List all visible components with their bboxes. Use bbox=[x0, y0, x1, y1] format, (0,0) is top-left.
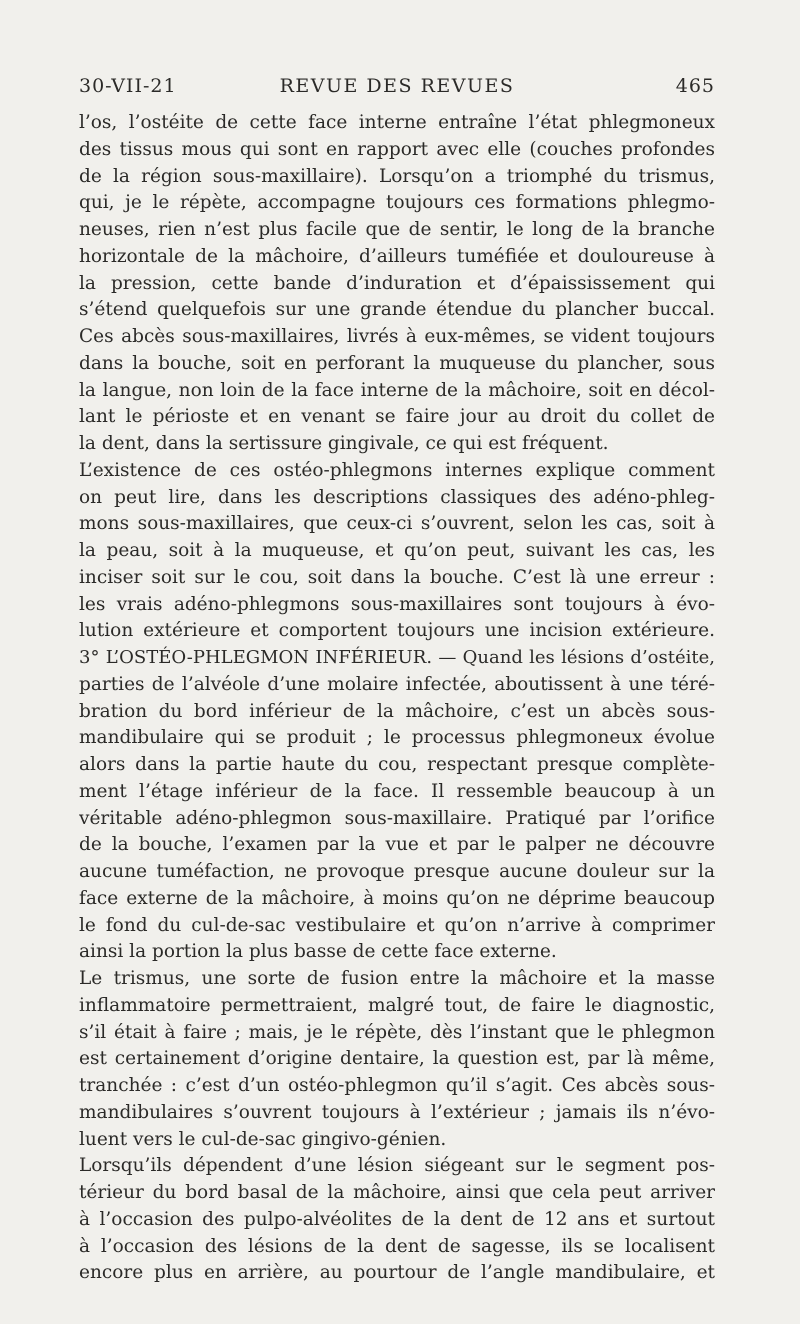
text-line: Ces abcès sous-maxillaires, livrés à eux-mêmes, se vident toujours bbox=[79, 326, 715, 347]
text-line: qui, je le répète, accompagne toujours ces formations phlegmo- bbox=[79, 192, 715, 214]
text-line: mandibulaires s’ouvrent toujours à l’extérieur ; jamais ils n’évo- bbox=[79, 1101, 715, 1123]
text-line: on peut lire, dans les descriptions classiques des adéno-phleg- bbox=[79, 486, 715, 508]
running-head bbox=[79, 75, 715, 105]
text-line: luent vers le cul-de-sac gingivo-génien. bbox=[79, 1128, 447, 1150]
text-line: de la région sous-maxillaire). Lorsqu’on a triomphé du trismus, bbox=[79, 165, 715, 187]
text-line: alors dans la partie haute du cou, respectant presque complète- bbox=[79, 754, 715, 775]
text-line: la pression, cette bande d’induration et d’épaississement qui bbox=[79, 272, 715, 294]
text-line: face externe de la mâchoire, à moins qu’on ne déprime beaucoup bbox=[79, 887, 715, 909]
text-line: lution extérieure et comportent toujours une incision extérieure. bbox=[79, 620, 715, 642]
text-line: inflammatoire permettraient, malgré tout, de faire le diagnostic, bbox=[79, 994, 715, 1016]
text-line: la dent, dans la sertissure gingivale, ce qui est fréquent. bbox=[79, 433, 609, 454]
text-line: s’étend quelquefois sur une grande étendue du plancher buccal. bbox=[79, 299, 715, 321]
text-line: mons sous-maxillaires, que ceux-ci s’ouvrent, selon les cas, soit à bbox=[79, 513, 715, 535]
text-line: parties de l’alvéole d’une molaire infectée, aboutissent à une téré- bbox=[79, 673, 715, 695]
text-line: aucune tuméfaction, ne provoque presque aucune douleur sur la bbox=[79, 861, 715, 882]
text-line: les vrais adéno-phlegmons sous-maxillaires sont toujours à évo- bbox=[79, 593, 715, 615]
text-line: la peau, soit à la muqueuse, et qu’on peut, suivant les cas, les bbox=[79, 540, 715, 561]
text-line: ment l’étage inférieur de la face. Il ressemble beaucoup à un bbox=[79, 780, 715, 802]
running-head-title: REVUE DES REVUES bbox=[279, 75, 515, 97]
text-line: L’existence de ces ostéo-phlegmons internes explique comment bbox=[79, 459, 715, 481]
text-line: lant le périoste et en venant se faire jour au droit du collet de bbox=[79, 406, 715, 428]
text-line: l’os, l’ostéite de cette face interne entraîne l’état phlegmoneux bbox=[79, 112, 715, 133]
text-line: encore plus en arrière, au pourtour de l’angle mandibulaire, et bbox=[79, 1262, 715, 1284]
text-line: des tissus mous qui sont en rapport avec elle (couches profondes bbox=[79, 138, 715, 160]
text-line: bration du bord inférieur de la mâchoire, c’est un abcès sous- bbox=[79, 700, 715, 722]
text-line: tranchée : c’est d’un ostéo-phlegmon qu’il s’agit. Ces abcès sous- bbox=[79, 1075, 715, 1096]
text-line: s’il était à faire ; mais, je le répète, dès l’instant que le phlegmon bbox=[79, 1021, 715, 1043]
text-line: horizontale de la mâchoire, d’ailleurs tuméfiée et douloureuse à bbox=[79, 245, 715, 267]
text-line: inciser soit sur le cou, soit dans la bouche. C’est là une erreur : bbox=[79, 566, 715, 588]
text-line: neuses, rien n’est plus facile que de sentir, le long de la branche bbox=[79, 219, 715, 240]
text-line: à l’occasion des lésions de la dent de sagesse, ils se localisent bbox=[79, 1235, 715, 1257]
text-line: est certainement d’origine dentaire, la question est, par là même, bbox=[79, 1048, 715, 1070]
text-line: de la bouche, l’examen par la vue et par le palper ne découvre bbox=[79, 834, 715, 856]
page-number: 465 bbox=[675, 75, 715, 97]
text-line: véritable adéno-phlegmon sous-maxillaire. Pratiqué par l’orifice bbox=[79, 807, 715, 829]
text-line: térieur du bord basal de la mâchoire, ainsi que cela peut arriver bbox=[79, 1182, 715, 1203]
text-line: Lorsqu’ils dépendent d’une lésion siégeant sur le segment pos- bbox=[79, 1155, 715, 1177]
text-line: la langue, non loin de la face interne de la mâchoire, soit en décol- bbox=[79, 379, 715, 401]
text-line: 3° L’OSTÉO-PHLEGMON INFÉRIEUR. — Quand les lésions d’ostéite, bbox=[79, 647, 715, 668]
text-line: mandibulaire qui se produit ; le processus phlegmoneux évolue bbox=[79, 727, 715, 749]
text-line: dans la bouche, soit en perforant la muqueuse du plancher, sous bbox=[79, 352, 715, 374]
text-line: à l’occasion des pulpo-alvéolites de la dent de 12 ans et surtout bbox=[79, 1208, 715, 1230]
text-line: le fond du cul-de-sac vestibulaire et qu’on n’arrive à comprimer bbox=[79, 914, 715, 936]
running-head-date: 30-VII-21 bbox=[79, 75, 177, 97]
text-line: Le trismus, une sorte de fusion entre la mâchoire et la masse bbox=[79, 968, 715, 989]
text-line: ainsi la portion la plus basse de cette face externe. bbox=[79, 941, 557, 963]
body-text bbox=[79, 110, 715, 1287]
